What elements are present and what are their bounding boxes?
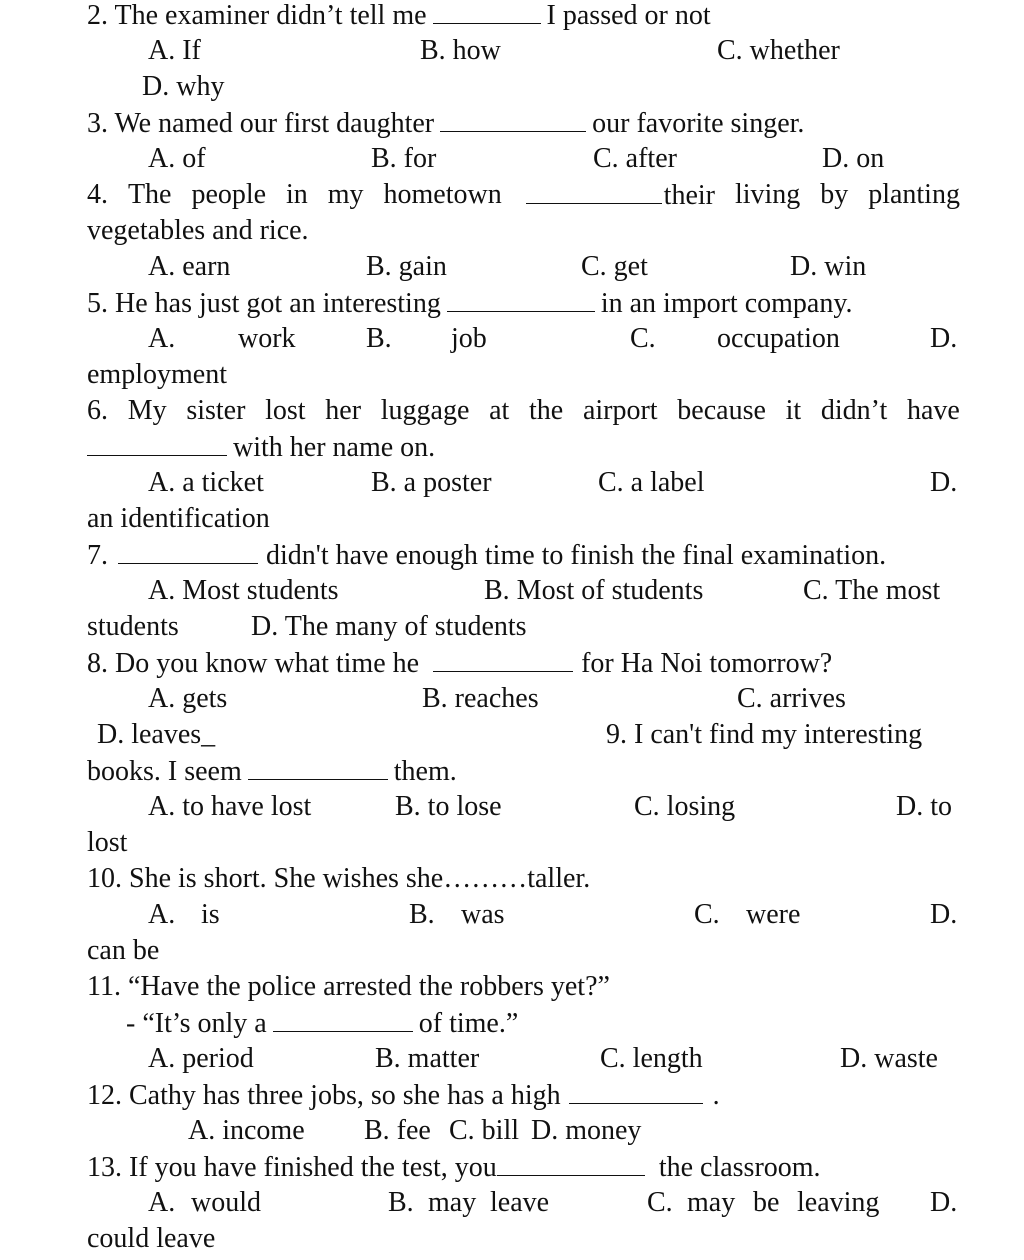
answer-blank — [526, 177, 662, 204]
word: their — [663, 180, 715, 211]
answer-blank — [118, 537, 258, 564]
option-b: B. to lose — [395, 791, 502, 822]
question-7-stem — [87, 537, 886, 573]
option-d: employment — [87, 359, 227, 390]
option-b: B. matter — [375, 1043, 480, 1074]
question-6-stem-line2 — [87, 429, 435, 465]
option-c: were — [746, 899, 801, 930]
option-b: B. for — [371, 143, 437, 174]
option-a: A. earn — [148, 251, 231, 282]
option-a: A. a ticket — [148, 467, 264, 498]
question-text: - “It’s only a — [126, 1008, 267, 1039]
question-10-stem: 10. She is short. She wishes she………taller. — [87, 863, 591, 894]
answer-blank — [248, 753, 388, 780]
question-text: 12. Cathy has three jobs, so she has a high — [87, 1080, 561, 1111]
option-b-letter: B. — [366, 323, 392, 354]
answer-blank — [433, 645, 573, 672]
question-text: of time.” — [418, 1008, 519, 1039]
option-d: D. to — [896, 791, 952, 822]
question-text: with her name on. — [233, 432, 436, 463]
option-d: D. on — [822, 143, 885, 174]
question-4-stem-line1 — [87, 177, 960, 213]
option-a: A. Most students — [148, 575, 339, 606]
option-b: B. fee — [364, 1115, 431, 1146]
option-b: B. Most of students — [484, 575, 704, 606]
option-c: C. losing — [634, 791, 736, 822]
option-b: B. reaches — [422, 683, 539, 714]
option-c: occupation — [717, 323, 840, 354]
question-text: I passed or not — [546, 0, 711, 31]
option-a: would — [191, 1187, 261, 1218]
option-d-letter: D. — [930, 323, 958, 354]
question-text: books. I seem — [87, 756, 242, 787]
word: luggage — [380, 395, 470, 426]
option-c-letter: C. — [694, 899, 720, 930]
option-d-letter: D. — [930, 1187, 958, 1218]
question-text: didn't have enough time to finish the final examination. — [266, 540, 887, 571]
question-2-stem — [87, 0, 711, 33]
option-c: C. whether — [717, 35, 840, 66]
option-a: A. of — [148, 143, 206, 174]
option-d-letter: D. — [930, 899, 958, 930]
answer-blank — [87, 429, 227, 456]
question-12-stem — [87, 1077, 720, 1113]
question-number: 7. — [87, 540, 108, 571]
word: her — [325, 395, 362, 426]
option-c: C. bill — [449, 1115, 520, 1146]
option-d: can be — [87, 935, 160, 966]
option-b: B. gain — [366, 251, 447, 282]
question-5-stem — [87, 285, 853, 321]
word: the — [529, 395, 564, 426]
question-8-stem — [87, 645, 832, 681]
option-c: C. The most — [803, 575, 941, 606]
option-d: could leave — [87, 1223, 216, 1254]
question-text: 3. We named our first daughter — [87, 108, 435, 139]
option-a-letter: A. — [148, 899, 176, 930]
option-d: an identification — [87, 503, 270, 534]
question-text: our favorite singer. — [592, 108, 805, 139]
question-13-stem — [87, 1149, 821, 1185]
word: people — [191, 179, 267, 210]
word: planting — [868, 179, 960, 210]
answer-blank — [433, 0, 541, 24]
word: because — [677, 395, 766, 426]
answer-blank — [569, 1077, 703, 1104]
option-d: D. win — [790, 251, 867, 282]
option-b: job — [451, 323, 487, 354]
option-a-letter: A. — [148, 1187, 176, 1218]
option-a: A. to have lost — [148, 791, 312, 822]
option-c: C. a label — [598, 467, 705, 498]
option-d: D. waste — [840, 1043, 938, 1074]
option-a: A. income — [188, 1115, 305, 1146]
option-a: is — [201, 899, 220, 930]
answer-blank — [273, 1005, 413, 1032]
answer-blank — [447, 285, 595, 312]
option-b-letter: B. — [409, 899, 435, 930]
blank-and-word — [522, 177, 715, 213]
word: sister — [186, 395, 246, 426]
question-text: in an import company. — [600, 288, 853, 319]
word: The — [127, 179, 172, 210]
question-text: 8. Do you know what time he — [87, 648, 420, 679]
word: by — [820, 179, 849, 210]
word: lost — [265, 395, 306, 426]
question-text: 5. He has just got an interesting — [87, 288, 441, 319]
option-b: B. how — [420, 35, 501, 66]
question-4-stem-line2: vegetables and rice. — [87, 215, 309, 246]
option-b: may — [428, 1187, 477, 1218]
option-c-continued: students — [87, 611, 179, 642]
option-d-letter: D. — [930, 467, 958, 498]
option-c: C. length — [600, 1043, 703, 1074]
option-b: B. a poster — [371, 467, 492, 498]
option-c: may — [687, 1187, 736, 1218]
question-9-stem-line1: 9. I can't find my interesting — [606, 719, 923, 750]
option-c-letter: C. — [647, 1187, 673, 1218]
question-text: them. — [393, 756, 457, 787]
option-b: was — [461, 899, 505, 930]
option-d: D. money — [531, 1115, 642, 1146]
option-a: A. gets — [148, 683, 228, 714]
word: it — [785, 395, 802, 426]
word: airport — [582, 395, 658, 426]
option-b-continued: leave — [490, 1187, 550, 1218]
word: didn’t — [820, 395, 888, 426]
question-text: the classroom. — [658, 1152, 821, 1183]
option-c: C. after — [593, 143, 677, 174]
word: hometown — [383, 179, 502, 210]
answer-blank — [497, 1149, 645, 1176]
option-a: A. If — [148, 35, 201, 66]
question-text: 2. The examiner didn’t tell me — [87, 0, 427, 31]
word: have — [906, 395, 960, 426]
word: My — [127, 395, 167, 426]
option-b-letter: B. — [388, 1187, 414, 1218]
question-3-stem — [87, 105, 804, 141]
option-d: D. The many of students — [251, 611, 527, 642]
option-d-continued: lost — [87, 827, 128, 858]
question-11-reply — [126, 1005, 518, 1041]
question-text: . — [712, 1080, 720, 1111]
option-c: C. arrives — [737, 683, 846, 714]
option-d: D. why — [142, 71, 225, 102]
word: 6. — [87, 395, 108, 426]
question-text: 13. If you have finished the test, you — [87, 1152, 497, 1183]
option-c-continued: be — [753, 1187, 780, 1218]
option-d: D. leaves_ — [97, 719, 216, 750]
word: living — [734, 179, 801, 210]
question-6-stem-line1 — [87, 393, 960, 429]
option-c-letter: C. — [630, 323, 656, 354]
question-11-stem: 11. “Have the police arrested the robbers yet?” — [87, 971, 610, 1002]
word: at — [489, 395, 510, 426]
option-a: A. period — [148, 1043, 254, 1074]
word: in — [286, 179, 308, 210]
option-a-letter: A. — [148, 323, 176, 354]
word: 4. — [87, 179, 108, 210]
answer-blank — [440, 105, 586, 132]
option-a: work — [238, 323, 296, 354]
option-c-continued: leaving — [797, 1187, 880, 1218]
question-text: for Ha Noi tomorrow? — [581, 648, 833, 679]
question-9-stem-line2 — [87, 753, 457, 789]
word: my — [327, 179, 364, 210]
option-c: C. get — [581, 251, 648, 282]
